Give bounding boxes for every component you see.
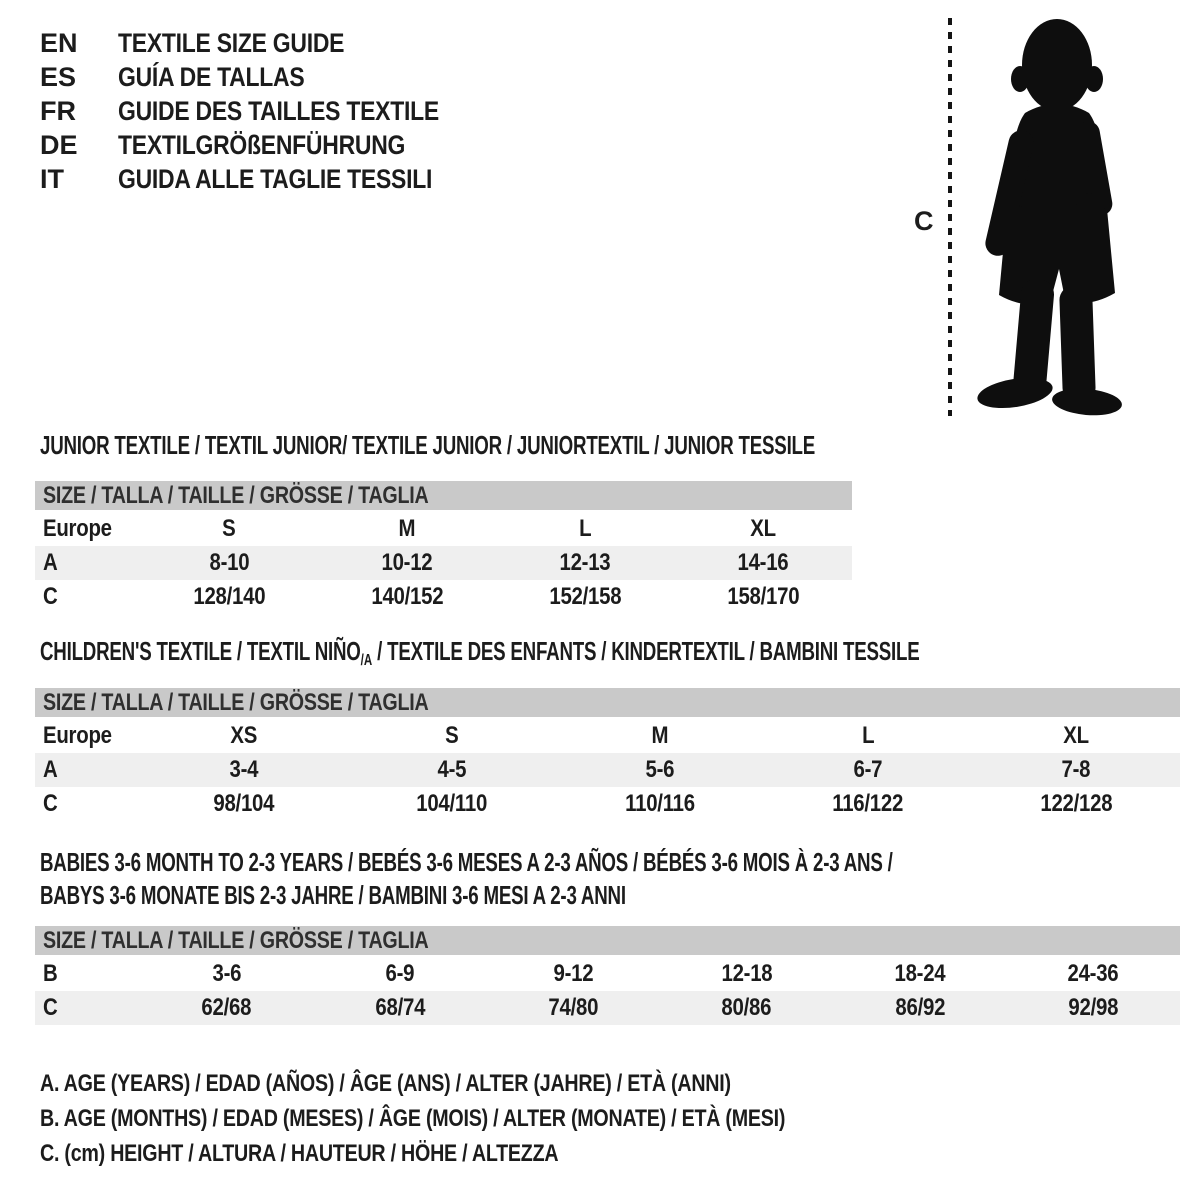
age-value: 5-6: [645, 756, 675, 783]
height-value: 152/158: [549, 583, 621, 610]
babies-title-line1: BABIES 3-6 MONTH TO 2-3 YEARS / BEBÉS 3-6 MESES A 2-3 AÑOS / BÉBÉS 3-6 MOIS À 2-3 ANS /: [40, 847, 893, 877]
size-value: XL: [1063, 722, 1089, 749]
age-value: 7-8: [1061, 756, 1091, 783]
height-value: 158/170: [727, 583, 799, 610]
months-value: 9-12: [553, 960, 594, 987]
children-size-table: [35, 688, 1180, 821]
row-label: C: [43, 994, 58, 1021]
height-measure-dashed-line: [948, 18, 952, 416]
height-value: 62/68: [201, 994, 252, 1021]
months-value: 3-6: [212, 960, 242, 987]
babies-size-table: [35, 926, 1180, 1025]
months-value: 6-9: [385, 960, 415, 987]
height-value: 98/104: [213, 790, 275, 817]
babies-table-body: [35, 957, 1180, 1025]
months-value: 18-24: [894, 960, 946, 987]
language-row-fr: [40, 94, 496, 128]
size-value: L: [578, 515, 592, 542]
junior-table-body: [35, 512, 852, 614]
table-row-height: [35, 787, 1180, 821]
table-row-europe: [35, 512, 852, 546]
language-code: IT: [40, 164, 64, 194]
height-value: 140/152: [371, 583, 443, 610]
row-label: A: [43, 756, 58, 783]
age-value: 10-12: [381, 549, 433, 576]
language-row-es: [40, 60, 496, 94]
language-code: FR: [40, 96, 76, 126]
language-title: GUIDE DES TAILLES TEXTILE: [118, 96, 439, 126]
legend-height-cm: C. (cm) HEIGHT / ALTURA / HAUTEUR / HÖHE / ALTEZZA: [40, 1140, 559, 1167]
height-value: 122/128: [1040, 790, 1112, 817]
babies-title-line2: BABYS 3-6 MONATE BIS 2-3 JAHRE / BAMBINI 3-6 MESI A 2-3 ANNI: [40, 880, 626, 910]
nino-a-subscript: /A: [360, 652, 373, 669]
age-value: 6-7: [853, 756, 883, 783]
language-row-de: [40, 128, 496, 162]
children-section-title: CHILDREN'S TEXTILE / TEXTIL NIÑO/A / TEXTILE DES ENFANTS / KINDERTEXTIL / BAMBINI TESSILE: [40, 636, 920, 669]
height-measure-label: C: [914, 206, 934, 236]
height-value: 116/122: [832, 790, 904, 817]
row-label: Europe: [43, 515, 112, 542]
height-value: 86/92: [895, 994, 945, 1021]
language-title-list: [40, 26, 496, 196]
language-title: TEXTILE SIZE GUIDE: [118, 28, 345, 58]
children-table-size-header: SIZE / TALLA / TAILLE / GRÖSSE / TAGLIA: [35, 688, 1180, 717]
row-label: C: [43, 790, 58, 817]
height-value: 92/98: [1068, 994, 1119, 1021]
language-title: GUÍA DE TALLAS: [118, 62, 305, 92]
size-value: S: [445, 722, 459, 749]
legend-age-years: A. AGE (YEARS) / EDAD (AÑOS) / ÂGE (ANS) / ALTER (JAHRE) / ETÀ (ANNI): [40, 1070, 731, 1097]
language-code: EN: [40, 28, 78, 58]
babies-table-size-header: SIZE / TALLA / TAILLE / GRÖSSE / TAGLIA: [35, 926, 1180, 955]
age-value: 14-16: [737, 549, 789, 576]
table-row-europe: [35, 719, 1180, 753]
table-row-age: [35, 753, 1180, 787]
table-row-height: [35, 580, 852, 614]
silhouette-shorts: [999, 204, 1115, 304]
row-label: Europe: [43, 722, 112, 749]
language-code: DE: [40, 130, 78, 160]
height-value: 68/74: [375, 994, 425, 1021]
language-code: ES: [40, 62, 77, 92]
age-value: 4-5: [437, 756, 467, 783]
silhouette-foot-right: [1051, 386, 1123, 418]
age-value: 3-4: [229, 756, 259, 783]
junior-section-title: JUNIOR TEXTILE / TEXTIL JUNIOR/ TEXTILE JUNIOR / JUNIORTEXTIL / JUNIOR TESSILE: [40, 430, 816, 460]
table-row-age: [35, 546, 852, 580]
junior-size-table: [35, 481, 852, 614]
toddler-silhouette-shapes: [975, 19, 1123, 418]
size-value: S: [222, 515, 236, 542]
junior-table-size-header: SIZE / TALLA / TAILLE / GRÖSSE / TAGLIA: [35, 481, 852, 510]
age-value: 8-10: [209, 549, 249, 576]
size-value: XL: [750, 515, 776, 542]
size-value: M: [398, 515, 416, 542]
height-value: 128/140: [193, 583, 265, 610]
language-row-en: [40, 26, 496, 60]
size-value: M: [651, 722, 669, 749]
silhouette-head: [1022, 19, 1092, 111]
height-value: 110/116: [625, 790, 695, 817]
height-value: 104/110: [416, 790, 488, 817]
legend-age-months: B. AGE (MONTHS) / EDAD (MESES) / ÂGE (MOIS) / ALTER (MONATE) / ETÀ (MESI): [40, 1105, 786, 1132]
babies-section-title: [40, 846, 1200, 912]
age-value: 12-13: [559, 549, 611, 576]
language-title: GUIDA ALLE TAGLIE TESSILI: [118, 164, 433, 194]
row-label: C: [43, 583, 58, 610]
measurement-legend: [40, 1066, 949, 1171]
size-value: L: [861, 722, 875, 749]
children-table-body: [35, 719, 1180, 821]
height-value: 80/86: [721, 994, 772, 1021]
size-value: XS: [230, 722, 258, 749]
toddler-silhouette: [965, 16, 1140, 418]
language-title: TEXTILGRÖßENFÜHRUNG: [118, 130, 406, 160]
table-row-height: [35, 991, 1180, 1025]
language-row-it: [40, 162, 496, 196]
height-value: 74/80: [548, 994, 599, 1021]
months-value: 24-36: [1067, 960, 1119, 987]
months-value: 12-18: [721, 960, 773, 987]
row-label: B: [43, 960, 58, 987]
table-row-months: [35, 957, 1180, 991]
silhouette-leg-right: [1059, 284, 1096, 403]
row-label: A: [43, 549, 58, 576]
